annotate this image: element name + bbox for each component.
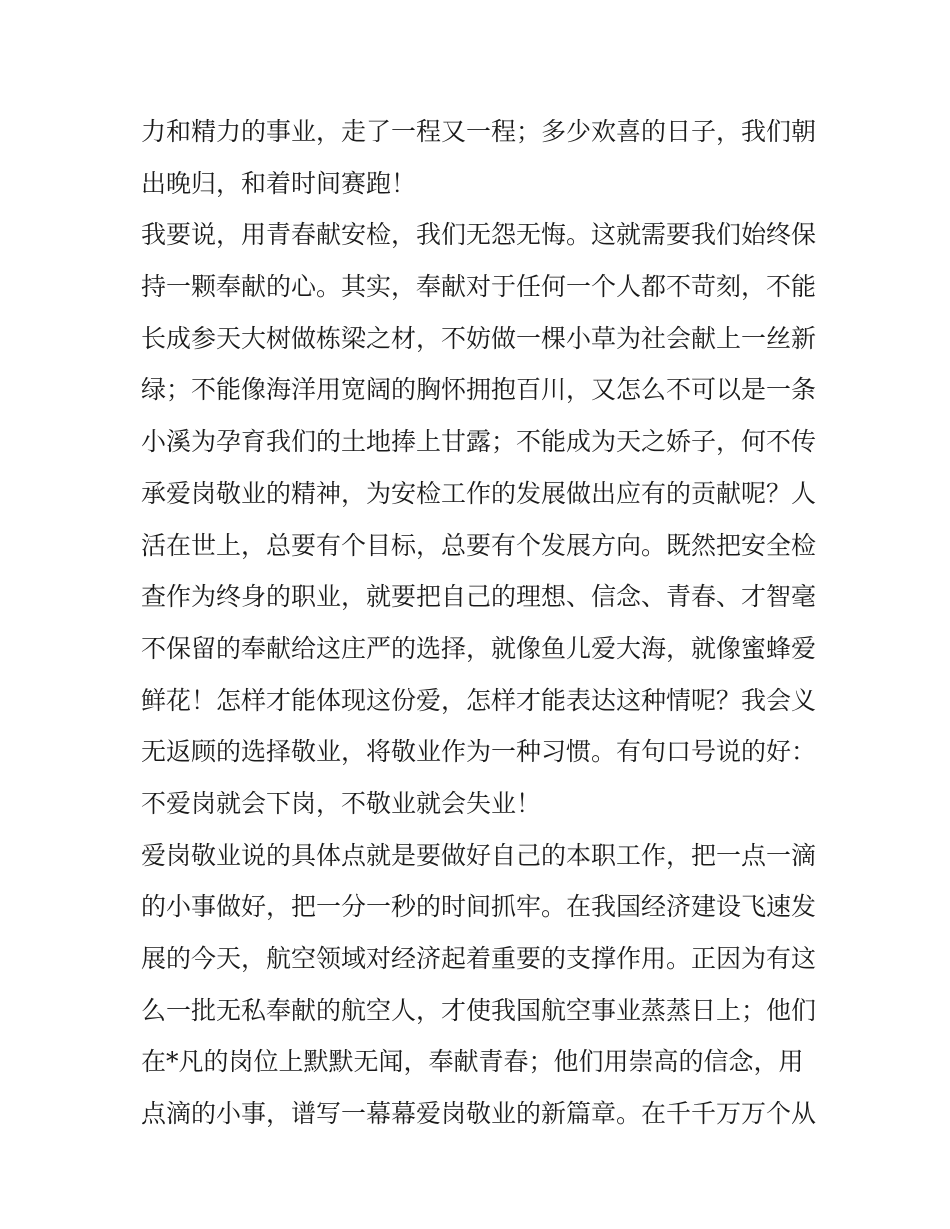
text-line: 活在世上，总要有个目标，总要有个发展方向。既然把安全检: [141, 530, 817, 560]
text-line: 爱岗敬业说的具体点就是要做好自己的本职工作，把一点一滴: [141, 840, 817, 870]
text-line: 查作为终身的职业，就要把自己的理想、信念、青春、才智毫: [141, 582, 817, 612]
text-line: 点滴的小事，谱写一幕幕爱岗敬业的新篇章。在千千万万个从: [141, 1099, 817, 1129]
text-line: 展的今天，航空领域对经济起着重要的支撑作用。正因为有这: [141, 944, 817, 973]
body-text: [141, 106, 821, 1140]
text-line: 力和精力的事业，走了一程又一程；多少欢喜的日子，我们朝: [141, 117, 817, 146]
text-line: 无返顾的选择敬业，将敬业作为一种习惯。有句口号说的好：: [141, 737, 817, 767]
text-line: 绿；不能像海洋用宽阔的胸怀拥抱百川，又怎么不可以是一条: [141, 375, 817, 405]
text-line: 我要说，用青春献安检，我们无怨无悔。这就需要我们始终保: [141, 220, 817, 250]
text-line: 小溪为孕育我们的土地捧上甘露；不能成为天之娇子，何不传: [141, 427, 817, 457]
text-line: 不爱岗就会下岗，不敬业就会失业！: [141, 788, 542, 818]
text-line: 鲜花！怎样才能体现这份爱，怎样才能表达这种情呢？我会义: [141, 685, 817, 715]
text-line: 持一颗奉献的心。其实，奉献对于任何一个人都不苛刻，不能: [141, 272, 817, 302]
text-line: 么一批无私奉献的航空人，才使我国航空事业蒸蒸日上；他们: [141, 995, 817, 1025]
text-line: 在*凡的岗位上默默无闻，奉献青春；他们用崇高的信念，用: [141, 1047, 804, 1077]
text-line: 的小事做好，把一分一秒的时间抓牢。在我国经济建设飞速发: [141, 892, 817, 922]
text-line: 出晚归，和着时间赛跑！: [141, 168, 417, 198]
text-line: 不保留的奉献给这庄严的选择，就像鱼儿爱大海，就像蜜蜂爱: [141, 633, 817, 663]
text-line: 长成参天大树做栋梁之材，不妨做一棵小草为社会献上一丝新: [141, 323, 817, 353]
text-line: 承爱岗敬业的精神，为安检工作的发展做出应有的贡献呢？人: [141, 478, 817, 508]
